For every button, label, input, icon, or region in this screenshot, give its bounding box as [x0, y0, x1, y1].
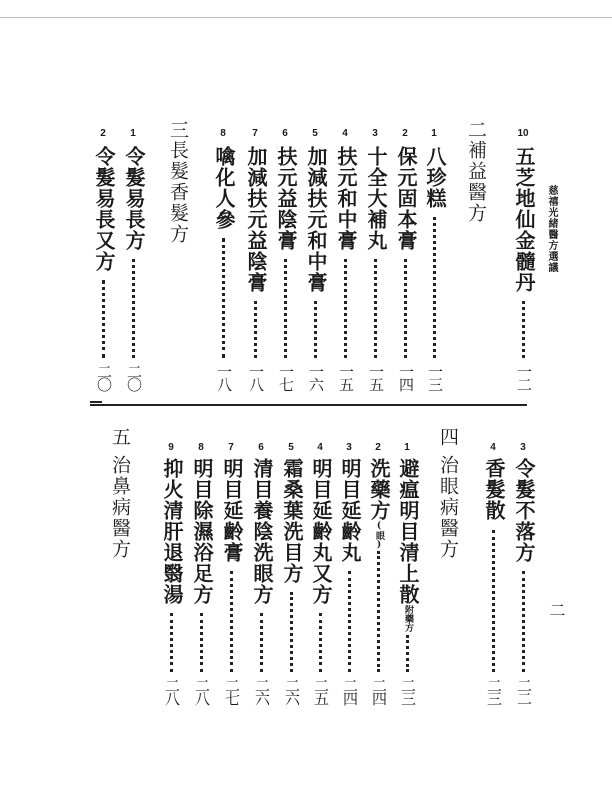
- leader-dots: [404, 259, 410, 358]
- entry-annotation: 附藥方: [403, 605, 413, 632]
- entry-title-text: 五芝地仙金髓丹: [512, 146, 536, 293]
- entry-page-ref: 二四: [341, 678, 359, 704]
- entry-title-text: 扶元益陰膏: [274, 146, 298, 251]
- leader-dots: [222, 238, 228, 358]
- entry-number: 4: [490, 442, 496, 453]
- entry-annotation: (眼): [374, 521, 384, 550]
- entry-page-ref: 二八: [193, 678, 211, 704]
- entry-number: 9: [168, 442, 174, 453]
- entry-title-text: 明目延齡膏: [220, 458, 244, 563]
- entry-page-ref: 一七: [277, 364, 295, 390]
- entry-title-text: 令髮易長又方: [92, 146, 116, 272]
- entry-title-text: 噙化人參: [212, 146, 236, 230]
- entry-title-text: 加減扶元和中膏: [304, 146, 328, 293]
- entry-title-text: 霜桑葉洗目方: [280, 458, 304, 584]
- entry-title: [514, 458, 534, 563]
- section-heading: 治鼻病醫方: [109, 455, 131, 560]
- entry-number: 8: [220, 128, 226, 139]
- entry-title: [514, 146, 534, 293]
- entry-page-ref: 二六: [283, 678, 301, 704]
- entry-title: [214, 146, 234, 230]
- entry-title: [398, 458, 418, 632]
- entry-title-text: 加減扶元益陰膏: [244, 146, 268, 293]
- entry-page-ref: 二五: [312, 678, 330, 704]
- section-number: 二: [465, 120, 487, 139]
- entry-title-text: 明目除濕浴足方: [190, 458, 214, 605]
- entry-number: 3: [372, 128, 378, 139]
- divider-mark: [90, 401, 102, 403]
- entry-page-ref: 一三: [426, 364, 444, 390]
- entry-page-ref: 二三: [485, 678, 503, 704]
- entry-title: [484, 458, 504, 521]
- entry-title: [276, 146, 296, 251]
- entry-page-ref: 二〇: [95, 364, 113, 390]
- entry-title-text: 十全大補丸: [364, 146, 388, 251]
- entry-page-ref: 一六: [307, 364, 325, 390]
- entry-title: [162, 458, 182, 605]
- leader-dots: [230, 571, 236, 672]
- entry-page-ref: 一二: [515, 364, 533, 390]
- entry-number: 5: [312, 128, 318, 139]
- entry-page-ref: 二二: [515, 678, 533, 704]
- section-number: 四: [437, 427, 459, 446]
- leader-dots: [406, 635, 412, 672]
- entry-number: 5: [288, 442, 294, 453]
- entry-page-ref: 二〇: [125, 364, 143, 390]
- entry-number: 2: [402, 128, 408, 139]
- entry-title: [192, 458, 212, 605]
- leader-dots: [260, 613, 266, 672]
- entry-number: 4: [342, 128, 348, 139]
- entry-title: [311, 458, 331, 605]
- section-heading: 長髮香髮方: [167, 140, 189, 245]
- entry-page-ref: 二八: [163, 678, 181, 704]
- leader-dots: [132, 259, 138, 358]
- section-number: 五: [109, 427, 131, 446]
- entry-page-ref: 一五: [367, 364, 385, 390]
- entry-number: 1: [404, 442, 410, 453]
- leader-dots: [102, 280, 108, 358]
- entry-title-text: 香髮散: [482, 458, 506, 521]
- entry-title-text: 清目養陰洗眼方: [250, 458, 274, 605]
- leader-dots: [200, 613, 206, 672]
- entry-number: 6: [282, 128, 288, 139]
- entry-title: [246, 146, 266, 293]
- entry-page-ref: 一八: [215, 364, 233, 390]
- entry-title: [306, 146, 326, 293]
- entry-title: [369, 458, 389, 550]
- entry-title-text: 扶元和中膏: [334, 146, 358, 251]
- entry-title: [282, 458, 302, 584]
- entry-title: [94, 146, 114, 272]
- entry-number: 3: [520, 442, 526, 453]
- entry-page-ref: 一四: [397, 364, 415, 390]
- section-heading: 補益醫方: [465, 140, 487, 224]
- leader-dots: [377, 551, 383, 672]
- entry-title: [396, 146, 416, 251]
- entry-title-text: 令髮不落方: [512, 458, 536, 563]
- leader-dots: [522, 301, 528, 358]
- entry-number: 10: [517, 128, 529, 139]
- entry-number: 2: [375, 442, 381, 453]
- page-number: 二: [547, 602, 566, 618]
- leader-dots: [319, 613, 325, 672]
- entry-page-ref: 一八: [247, 364, 265, 390]
- leader-dots: [170, 613, 176, 672]
- entry-title-text: 明目延齡丸: [338, 458, 362, 563]
- entry-number: 3: [346, 442, 352, 453]
- leader-dots: [348, 571, 354, 672]
- running-head: 慈禧光緒醫方選議: [546, 185, 557, 273]
- section-number: 三: [167, 120, 189, 139]
- leader-dots: [290, 592, 296, 672]
- entry-number: 6: [258, 442, 264, 453]
- entry-number: 1: [130, 128, 136, 139]
- entry-number: 8: [198, 442, 204, 453]
- entry-title: [124, 146, 144, 251]
- entry-title: [425, 146, 445, 209]
- entry-number: 7: [252, 128, 258, 139]
- entry-page-ref: 二四: [370, 678, 388, 704]
- entry-title: [366, 146, 386, 251]
- section-divider: [90, 404, 527, 406]
- entry-title-text: 明目延齡丸又方: [309, 458, 333, 605]
- entry-page-ref: 一五: [337, 364, 355, 390]
- entry-title-text: 洗藥方: [367, 458, 391, 521]
- entry-title-text: 保元固本膏: [394, 146, 418, 251]
- entry-title-text: 抑火清肝退翳湯: [160, 458, 184, 605]
- entry-title: [340, 458, 360, 563]
- entry-number: 7: [228, 442, 234, 453]
- entry-page-ref: 二七: [223, 678, 241, 704]
- leader-dots: [344, 259, 350, 358]
- entry-page-ref: 二六: [253, 678, 271, 704]
- leader-dots: [492, 530, 498, 672]
- entry-title-text: 令髮易長方: [122, 146, 146, 251]
- entry-number: 1: [431, 128, 437, 139]
- entry-number: 2: [100, 128, 106, 139]
- leader-dots: [522, 571, 528, 672]
- leader-dots: [433, 217, 439, 358]
- section-heading: 治眼病醫方: [437, 455, 459, 560]
- entry-title: [252, 458, 272, 605]
- entry-title: [336, 146, 356, 251]
- entry-title: [222, 458, 242, 563]
- leader-dots: [374, 259, 380, 358]
- entry-title-text: 避瘟明目清上散: [396, 458, 420, 605]
- leader-dots: [314, 301, 320, 358]
- leader-dots: [284, 259, 290, 358]
- leader-dots: [254, 301, 260, 358]
- entry-number: 4: [317, 442, 323, 453]
- entry-title-text: 八珍糕: [423, 146, 447, 209]
- entry-page-ref: 二三: [399, 678, 417, 704]
